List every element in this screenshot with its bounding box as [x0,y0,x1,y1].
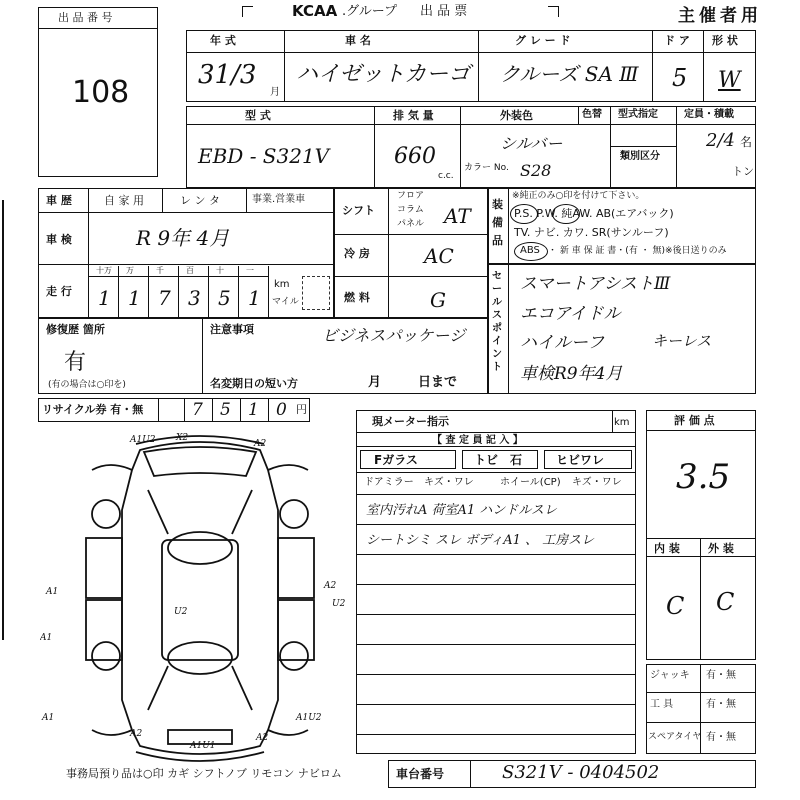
logo: KCAA [292,2,338,20]
notes-label: 注意事項 [210,323,254,336]
car-hood [144,447,256,476]
mileage-digit: 7 [158,286,171,310]
hibi-label: ヒビワレ [556,453,605,467]
corner-mark [242,6,253,17]
damage-mark: U2 [174,607,188,617]
damage-mark: A2 [254,439,267,449]
meter-unit: km [614,417,630,428]
grade-value: クルーズ SA Ⅲ [500,62,639,86]
right-door-front [278,538,314,598]
doors-label: ド ア [664,34,690,47]
mileage-digit: 5 [218,286,231,310]
damage-mark: U2 [332,599,346,609]
jack-options: 有・無 [706,670,736,681]
spare-label: スペアタイヤ [648,732,702,742]
mileage-unit-label: 十 [216,266,224,275]
damage-mark: A1 [42,713,55,723]
model-label: 車 名 [345,34,371,47]
equip-line2: TV. ナビ. カワ. SR(サンルーフ) [514,226,669,239]
mileage-digit: 3 [188,286,201,310]
exterior-grade: C [716,588,735,616]
equip-note: ※純正のみ○印を付けて下さい。 [512,191,645,201]
ton-unit: トン [732,165,754,178]
wheel-rr [280,642,308,670]
damage-mark: A2 [324,581,337,591]
mileage-digit: 1 [248,286,261,310]
color-value: シルバー [500,134,563,153]
mileage-digit: 1 [98,286,111,310]
wheel-rl [92,642,120,670]
mileage-divider [268,266,269,318]
mileage-label: 走 行 [46,285,72,298]
left-door-rear [86,600,122,660]
disp-label: 排 気 量 [393,109,434,122]
recycle-divider [184,398,185,422]
disp-unit: c.c. [438,171,454,181]
repair-note: (有の場合は○印を) [48,380,126,390]
ishi-label: 石 [510,453,523,467]
damage-mark: A1U2 [296,713,322,723]
car-body [122,442,278,754]
chassis-label: 車台番号 [396,767,445,781]
class-label: 類別区分 [620,151,660,162]
inspection-label: 車 検 [46,233,72,246]
equip-line1: P.S. P.W. 純AW. AB(エアバック) [514,207,674,220]
mileage-divider [208,266,209,318]
lot-label: 出 品 番 号 [58,11,113,24]
left-edge-line [2,200,4,640]
capacity-value: 2/4 [706,130,735,151]
recycle-divider [240,398,241,422]
equip-abs: ABS [520,245,540,256]
disp-value: 660 [394,144,436,169]
right-door-rear [278,600,314,660]
office-note: 事務局預り品は○印 カギ シフトノブ リモコン ナビロム [66,767,342,780]
corner-mark [548,6,559,17]
doors-value: 5 [672,64,688,92]
left-door-front [86,538,122,598]
type-label: 型 式 [245,109,271,122]
tools-options: 有・無 [706,699,736,710]
mileage-unit-label: 十万 [96,266,112,275]
sales-item: エコアイドル [520,304,621,324]
shift-panel: パネル [397,219,425,229]
inspector-ruled-line [356,524,636,525]
car-rear-window [168,642,232,674]
wheel-options: キズ・ワレ [572,477,622,488]
inspector-ruled-line [356,554,636,555]
recycle-digit: 1 [248,400,259,420]
ac-label: 冷 房 [344,247,370,260]
wheel-fl [92,500,120,528]
inspector-ruled-line [356,614,636,615]
ac-value: AC [424,244,454,268]
mirror-label: ドアミラー [364,477,414,488]
mirror-options: キズ・ワレ [424,477,474,488]
mileage-digit: 1 [128,286,141,310]
fglass-label: Fガラス [374,453,418,467]
inspector-comment: シートシミ スレ ボディA1 、 工房スレ [366,533,595,548]
year-value: 31/3 [198,60,257,90]
history-opt-private: 自 家 用 [104,194,144,207]
inspector-ruled-line [356,704,636,705]
chassis-value: S321V - 0404502 [502,762,660,783]
capacity-label: 定員・積載 [684,109,734,120]
ps-circle [510,204,538,224]
grade-label: グ レ ー ド [515,34,571,47]
damage-mark: A1 [46,587,59,597]
inspector-ruled-line [356,644,636,645]
name-change-day: 日まで [418,375,458,390]
repair-value: 有 [64,350,87,375]
history-opt-business: 事業.営業車 [252,194,306,205]
color-label: 外装色 [500,109,533,122]
tobi-label: トビ [474,453,499,467]
year-label: 年 式 [210,34,236,47]
year-suffix: 月 [270,87,280,98]
inspector-ruled-line [356,674,636,675]
shift-value: AT [444,204,471,228]
history-label: 車 歴 [46,194,72,207]
fuel-value: G [430,288,446,312]
recycle-divider [212,398,213,422]
mileage-divider [118,266,119,318]
meter-label: 現メーター指示 [372,415,449,428]
mileage-divider [178,266,179,318]
inspector-comment: 室内汚れA 荷室A1 ハンドルスレ [366,503,557,518]
damage-mark: A1 [40,633,53,643]
recycle-unit: 円 [296,403,307,416]
damage-diagram [40,430,360,770]
equip-line3: ・ 新 車 保 証 書・(有 ・ 無)※後日送りのみ [548,246,727,256]
model-value: ハイゼットカーゴ [296,62,471,87]
repair-label: 修復歴 箇所 [46,323,105,336]
recycle-divider [268,398,269,422]
mileage-unit-label: 百 [186,266,194,275]
jack-label: ジャッキ [650,670,690,681]
evaluation-label: 評 価 点 [674,414,715,427]
name-change-month: 月 [368,375,382,390]
sales-item: 車検R9年4月 [520,364,623,384]
tools-label: 工 具 [650,699,674,710]
mile-unit: マイル [272,297,299,307]
wheel-fr [280,500,308,528]
notes-value: ビジネスパッケージ [322,326,466,345]
damage-mark: A1U2 [130,435,156,445]
type-value: EBD - S321V [198,144,330,168]
shape-value: W [718,68,741,93]
car-windshield [168,532,232,564]
history-opt-rental: レ ン タ [180,194,220,207]
shift-column: コラム [397,205,424,215]
color-num-label: 色替 [582,109,602,120]
mileage-unit-label: 一 [246,266,254,275]
mileage-unit-label: 千 [156,266,164,275]
exterior-label: 外 装 [708,542,734,555]
fuel-label: 燃 料 [344,291,370,304]
damage-mark: A1U1 [190,741,216,751]
wheel-label: ホイール(CP) [500,477,561,488]
inspector-ruled-line [356,584,636,585]
inspection-value: R 9年 4月 [136,226,230,250]
colorno-value: S28 [520,161,552,180]
shift-floor: フロア [397,191,425,201]
pw-circle [552,204,580,224]
recycle-digit: 7 [192,400,203,420]
recycle-label: リサイクル券 有・無 [42,403,144,416]
mileage-divider [238,266,239,318]
sales-extra: キーレス [652,332,712,350]
abs-circle [514,242,548,261]
damage-mark: A2 [256,733,269,743]
sales-label: セールスポイント [492,271,502,373]
lot-number: 108 [72,75,130,110]
sales-item: スマートアシストⅢ [520,274,671,294]
recycle-digit: 0 [276,400,287,420]
inspector-heading: 【 査 定 員 記 入 】 [432,435,523,446]
mileage-unit-label: 万 [126,266,134,275]
form-title: 出 品 票 [420,4,468,19]
spare-options: 有・無 [706,732,736,743]
shift-label: シフト [342,204,375,217]
organizer-label: 主催者用 [678,6,762,26]
type-spec-label: 型式指定 [618,109,658,120]
recycle-digit: 5 [220,400,231,420]
capacity-unit: 名 [740,135,753,149]
shape-label: 形 状 [712,34,738,47]
sales-item: ハイルーフ [520,333,605,353]
equip-label: 装備品 [492,198,503,247]
damage-mark: A2 [130,729,143,739]
interior-label: 内 装 [654,542,680,555]
group-text: .グループ [342,4,398,19]
mileage-divider [148,266,149,318]
interior-grade: C [666,592,685,620]
damage-mark: X2 [176,433,189,443]
inspector-ruled-line [356,734,636,735]
evaluation-score: 3.5 [676,457,731,497]
km-unit: km [274,279,290,290]
colorno-label: カラー No. [464,163,509,173]
name-change-label: 名変期日の短い方 [210,377,298,390]
mile-checkbox[interactable] [302,276,330,310]
